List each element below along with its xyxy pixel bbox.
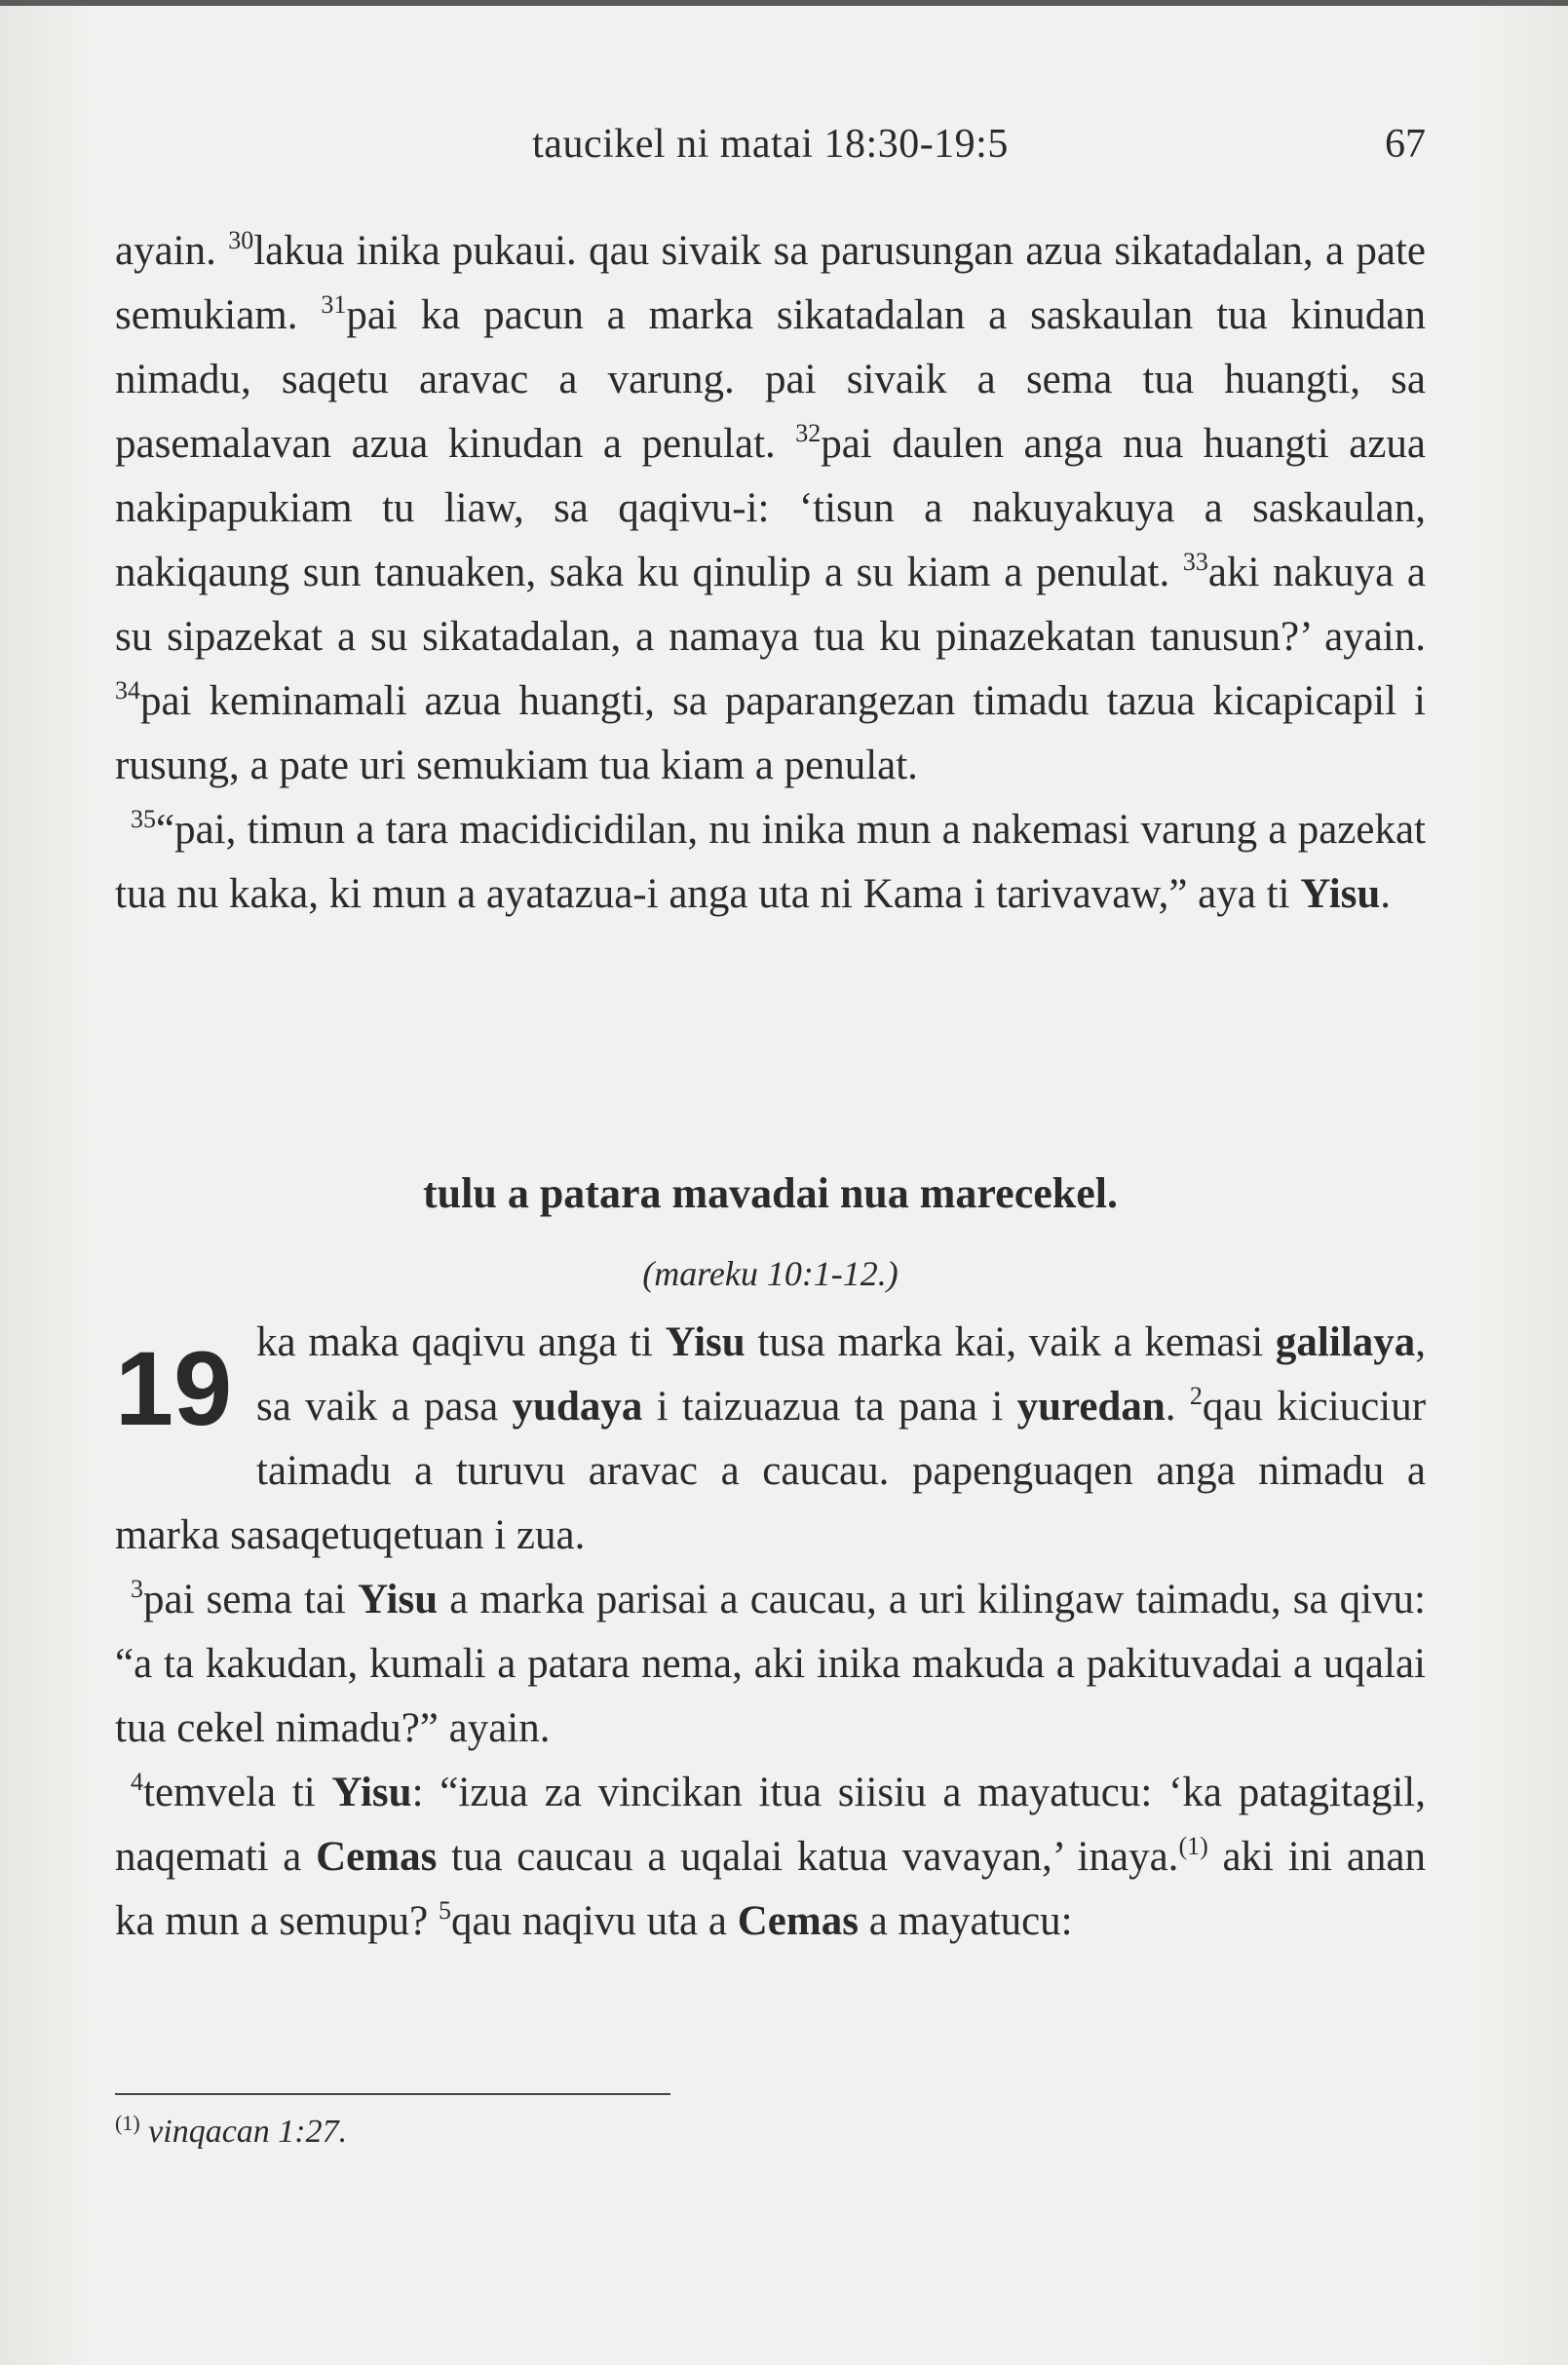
paragraph-18-35: $^{35}$“pai, timun a tara macidicidilan, nu inika mun a nakemasi varung a pazekat tua nu kaka, ki mun a ayatazua-i anga uta ni Kama i tarivavaw,” aya ti Yisu. — [115, 805, 1426, 917]
verse-number-4: 4 — [131, 1768, 143, 1796]
paragraph-19-3: $^3$pai sema tai Yisu a marka parisai a caucau, a uri kilingaw taimadu, sa qivu: “a ta kakudan, kumali a patara nema, aki inika makuda a pakituvadai a uqalai tua cekel nimadu?” ayain. — [115, 1575, 1426, 1751]
name-yisu: Yisu — [358, 1577, 439, 1622]
verse-number-2: 2 — [1189, 1382, 1203, 1410]
footnote-reference: (1) — [1178, 1832, 1208, 1860]
verse-number-30: 30 — [228, 226, 254, 254]
header-title: taucikel ni matai 18:30-19:5 — [532, 122, 1009, 167]
verse-number-5: 5 — [438, 1896, 451, 1925]
name-yisu: Yisu — [1300, 871, 1381, 917]
top-border — [0, 0, 1568, 6]
paragraph-19-4-5: $^4$temvela ti Yisu: “izua za vincikan itua siisiu a mayatucu: ‘ka patagitagil, naqemati a Cemas tua caucau a uqalai katua vavayan,’ inaya.$^{(1)}$ aki ini anan ka mun a semupu? $^5$qau naqivu uta a Cemas a mayatucu: — [115, 1768, 1426, 1944]
running-header — [115, 115, 1426, 173]
name-cemas: Cemas — [316, 1834, 438, 1880]
verse-number-33: 33 — [1182, 548, 1208, 576]
paragraph-18-30-34: ayain. $^{30}$lakua inika pukaui. qau sivaik sa parusungan azua sikatadalan, a pate semukiam. $^{31}$pai ka pacun a marka sikatadalan a saskaulan tua kinudan nimadu, saqetu aravac a varung. pai sivaik a sema tua huangti, sa pasemalavan azua kinudan a penulat. $^{32}$pai daulen anga nua huangti azua nakipapukiam tu liaw, sa qaqivu-i: ‘tisun a nakuyakuya a saskaulan, nakiqaung sun tanuaken, saka ku qinulip a su kiam a penulat. $^{33}$aki nakuya a su sipazekat a su sikatadalan, a namaya tua ku pinazekatan tanusun?’ ayain. $^{34}$pai keminamali azua huangti, sa paparangezan timadu tazua kicapicapil i rusung, a pate uri semukiam tua kiam a penulat. — [115, 226, 1426, 788]
footnote-marker: (1) — [115, 2111, 140, 2135]
place-yudaya: yudaya — [512, 1384, 643, 1430]
place-yuredan: yuredan — [1016, 1384, 1166, 1430]
footnote-divider — [115, 2093, 670, 2095]
passage-18-30-35 — [115, 219, 1426, 927]
verse-number-35: 35 — [131, 805, 156, 833]
chapter-19 — [115, 1311, 1426, 1954]
footnote — [115, 2111, 895, 2154]
name-cemas: Cemas — [737, 1898, 859, 1944]
place-galilaya: galilaya — [1275, 1319, 1416, 1365]
section-heading: tulu a patara mavadai nua marecekel. — [423, 1169, 1118, 1217]
verse-number-31: 31 — [321, 290, 347, 319]
name-yisu: Yisu — [665, 1319, 746, 1365]
page-number: 67 — [1385, 122, 1426, 167]
verse-number-32: 32 — [795, 419, 822, 447]
verse-number-3: 3 — [131, 1575, 143, 1603]
name-yisu: Yisu — [331, 1770, 412, 1815]
footnote-text: vinqacan 1:27. — [139, 2114, 348, 2150]
verse-number-34: 34 — [115, 676, 140, 705]
section-reference: (mareku 10:1-12.) — [642, 1254, 899, 1293]
chapter-number: 19 — [115, 1329, 233, 1447]
paragraph-19-1-2: ka maka qaqivu anga ti Yisu tusa marka kai, vaik a kemasi galilaya, sa vaik a pasa yudaya i taizuazua ta pana i yuredan. $^2$qau kiciuciur taimadu a turuvu aravac a caucau. papenguaqen anga nimadu a marka sasaqetuqetuan i zua. — [115, 1319, 1427, 1558]
